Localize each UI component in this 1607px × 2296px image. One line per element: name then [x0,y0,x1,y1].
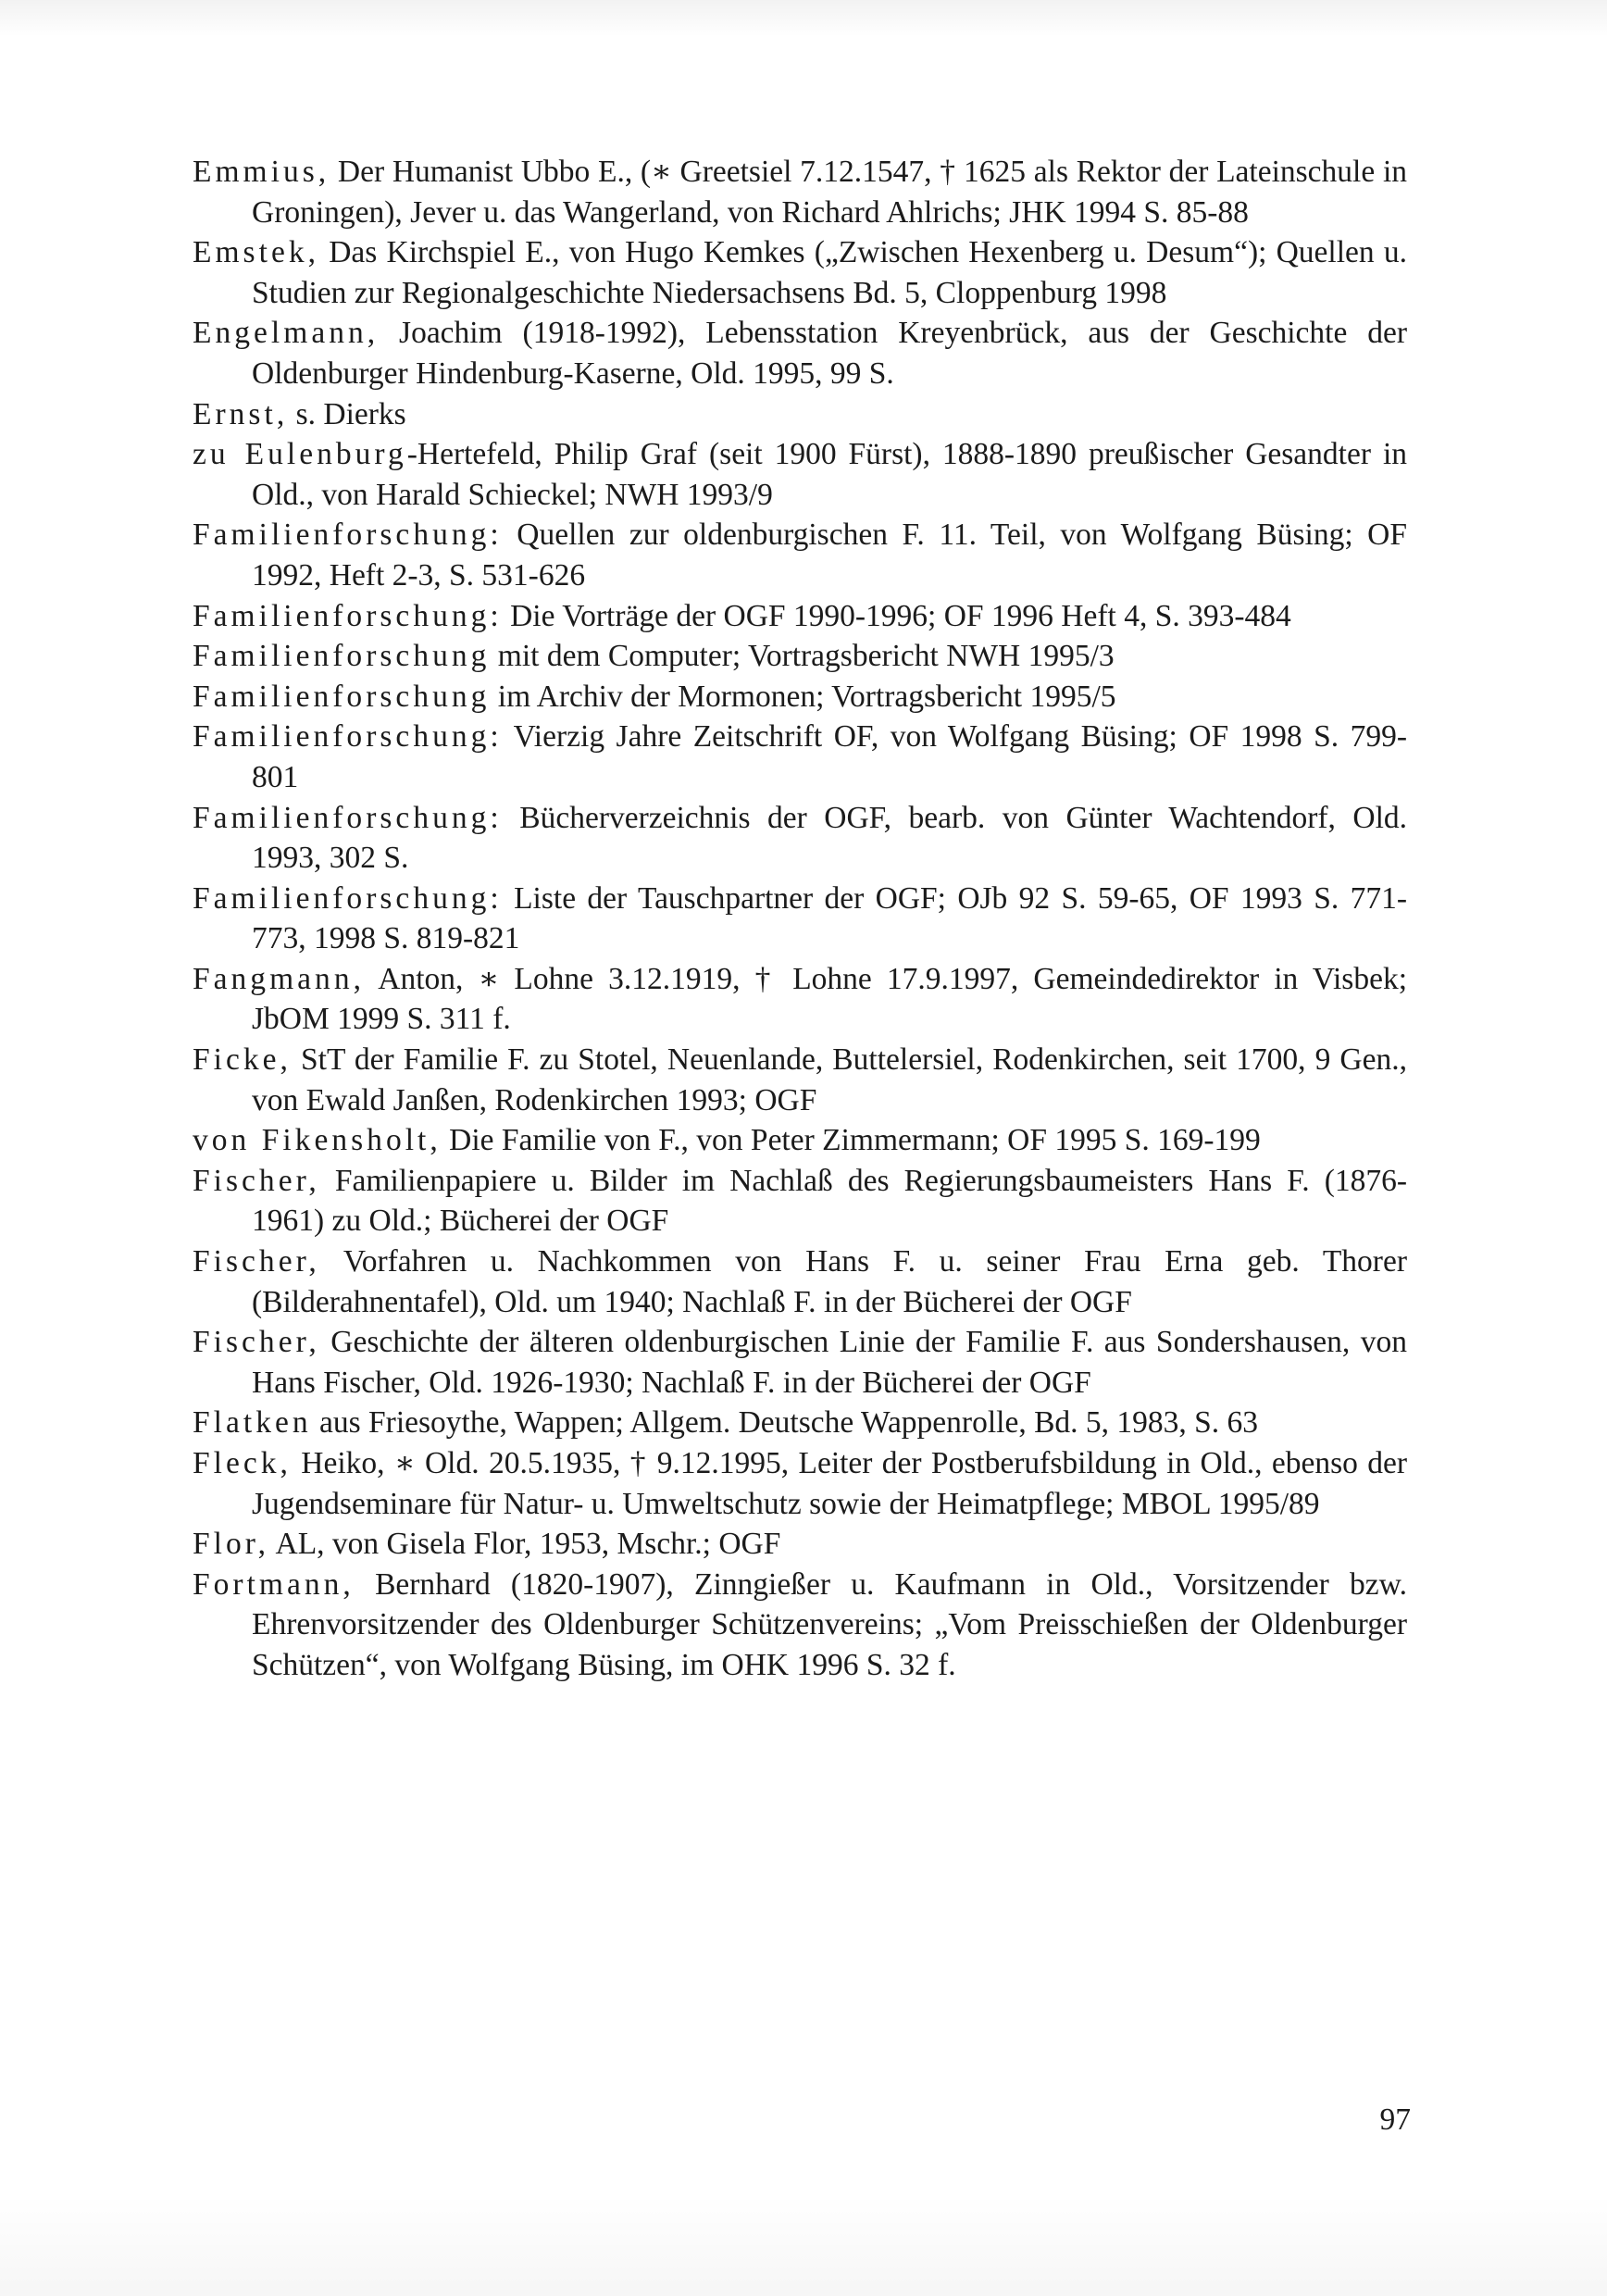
entry-headword: Familienforschung: [193,800,503,835]
entry-headword: Flor, [193,1527,269,1562]
register-entry [193,1443,1407,1524]
entry-headword: von Fikensholt, [193,1123,442,1158]
scan-shadow-top [0,0,1607,37]
entry-headword: Ernst, [193,396,289,431]
entry-text: Heiko, ∗ Old. 20.5.1935, † 9.12.1995, Leiter der Postberufsbildung in Old., ebenso der Jugendseminare für Natur- u. Umweltschutz sowie der Heimatpflege; MBOL 1995/89 [252,1446,1407,1521]
entry-headword: Fortmann, [193,1566,355,1602]
entry-text: AL, von Gisela Flor, 1953, Mschr.; OGF [275,1527,781,1562]
register-entry [193,959,1407,1040]
register-entry [193,596,1407,637]
entry-text: Vorfahren u. Nachkommen von Hans F. u. seiner Frau Erna geb. Thorer (Bilderahnentafel), Old. um 1940; Nachlaß F. in der Bücherei der OGF [252,1244,1407,1319]
entry-headword: Familienforschung: [193,518,503,553]
register-entry [193,232,1407,313]
entry-headword: Fleck, [193,1446,292,1480]
register-entry [193,798,1407,879]
entry-text: Das Kirchspiel E., von Hugo Kemkes („Zwischen Hexenberg u. Desum“); Quellen u. Studien zur Regionalgeschichte Niedersachsens Bd. 5, Cloppenburg 1998 [252,235,1407,310]
entry-headword: Ficke, [193,1042,292,1078]
entry-text: Die Familie von F., von Peter Zimmermann; OF 1995 S. 169-199 [449,1123,1261,1158]
register-entry [193,1565,1407,1686]
entry-text: mit dem Computer; Vortragsbericht NWH 1995/3 [497,639,1115,674]
entry-text: Geschichte der älteren oldenburgischen Linie der Familie F. aus Sondershausen, von Hans Fischer, Old. 1926-1930; Nachlaß F. in der Bücherei der OGF [252,1325,1408,1400]
entry-headword: Fischer, [193,1325,320,1360]
register-entries [193,152,1407,1686]
entry-text: s. Dierks [295,396,406,431]
entry-text: Quellen zur oldenburgischen F. 11. Teil, von Wolfgang Büsing; OF 1992, Heft 2-3, S. 531-626 [252,518,1407,593]
entry-headword: Familienforschung [193,639,491,674]
register-entry [193,1524,1407,1565]
register-entry [193,1161,1407,1242]
register-entry [193,1242,1407,1322]
entry-text: Familienpapiere u. Bilder im Nachlaß des Regierungsbaumeisters Hans F. (1876-1961) zu Old.; Bücherei der OGF [252,1163,1408,1239]
register-entry [193,636,1407,677]
register-entry [193,1040,1407,1120]
page-number: 97 [1379,2103,1411,2137]
entry-text: Anton, ∗ Lohne 3.12.1919, † Lohne 17.9.1997, Gemeindedirektor in Visbek; JbOM 1999 S. 311 f. [252,961,1408,1037]
scan-shadow-bottom [0,2194,1607,2296]
entry-text: Bücherverzeichnis der OGF, bearb. von Günter Wachtendorf, Old. 1993, 302 S. [252,800,1408,876]
register-entry [193,879,1407,959]
entry-text: Joachim (1918-1992), Lebensstation Kreyenbrück, aus der Geschichte der Oldenburger Hindenburg-Kaserne, Old. 1995, 99 S. [252,316,1408,391]
entry-headword: Emmius, [193,155,330,189]
entry-headword: Familienforschung [193,679,491,714]
entry-headword: Familienforschung: [193,598,503,633]
entry-headword: Flatken [193,1405,312,1441]
entry-headword: Fischer, [193,1244,320,1279]
entry-text: im Archiv der Mormonen; Vortragsbericht 1995/5 [497,679,1116,714]
entry-text: Die Vorträge der OGF 1990-1996; OF 1996 Heft 4, S. 393-484 [510,598,1291,633]
entry-headword: zu Eulenburg [193,437,407,472]
entry-text: StT der Familie F. zu Stotel, Neuenlande, Buttelersiel, Rodenkirchen, seit 1700, 9 Gen., von Ewald Janßen, Rodenkirchen 1993; OGF [252,1042,1407,1117]
register-entry [193,1322,1407,1403]
register-entry [193,434,1407,515]
entry-text: Liste der Tauschpartner der OGF; OJb 92 S. 59-65, OF 1993 S. 771-773, 1998 S. 819-821 [252,880,1408,956]
entry-text: aus Friesoythe, Wappen; Allgem. Deutsche Wappenrolle, Bd. 5, 1983, S. 63 [319,1405,1259,1441]
register-entry [193,515,1407,595]
entry-headword: Familienforschung: [193,880,503,916]
entry-headword: Engelmann, [193,316,380,351]
entry-headword: Fischer, [193,1163,320,1198]
register-entry [193,394,1407,435]
entry-text: Der Humanist Ubbo E., (∗ Greetsiel 7.12.1547, † 1625 als Rektor der Lateinschule in Groningen), Jever u. das Wangerland, von Richard Ahlrichs; JHK 1994 S. 85-88 [252,155,1407,230]
entry-headword: Familienforschung: [193,719,503,755]
entry-text: Vierzig Jahre Zeitschrift OF, von Wolfgang Büsing; OF 1998 S. 799-801 [252,719,1407,794]
entry-headword: Fangmann, [193,961,365,996]
register-entry [193,313,1407,393]
entry-text: Bernhard (1820-1907), Zinngießer u. Kaufmann in Old., Vorsitzender bzw. Ehrenvorsitzender des Oldenburger Schützenvereins; „Vom Preisschießen der Oldenburger Schützen“, von Wolfgang Büsing, im OHK 1996 S. 32 f. [252,1566,1408,1682]
entry-headword: Emstek, [193,235,319,270]
register-entry [193,1403,1407,1443]
register-entry [193,677,1407,718]
register-entry [193,152,1407,232]
register-entry [193,1120,1407,1161]
entry-text: -Hertefeld, Philip Graf (seit 1900 Fürst), 1888-1890 preußischer Gesandter in Old., von Harald Schieckel; NWH 1993/9 [252,437,1407,512]
register-entry [193,717,1407,797]
